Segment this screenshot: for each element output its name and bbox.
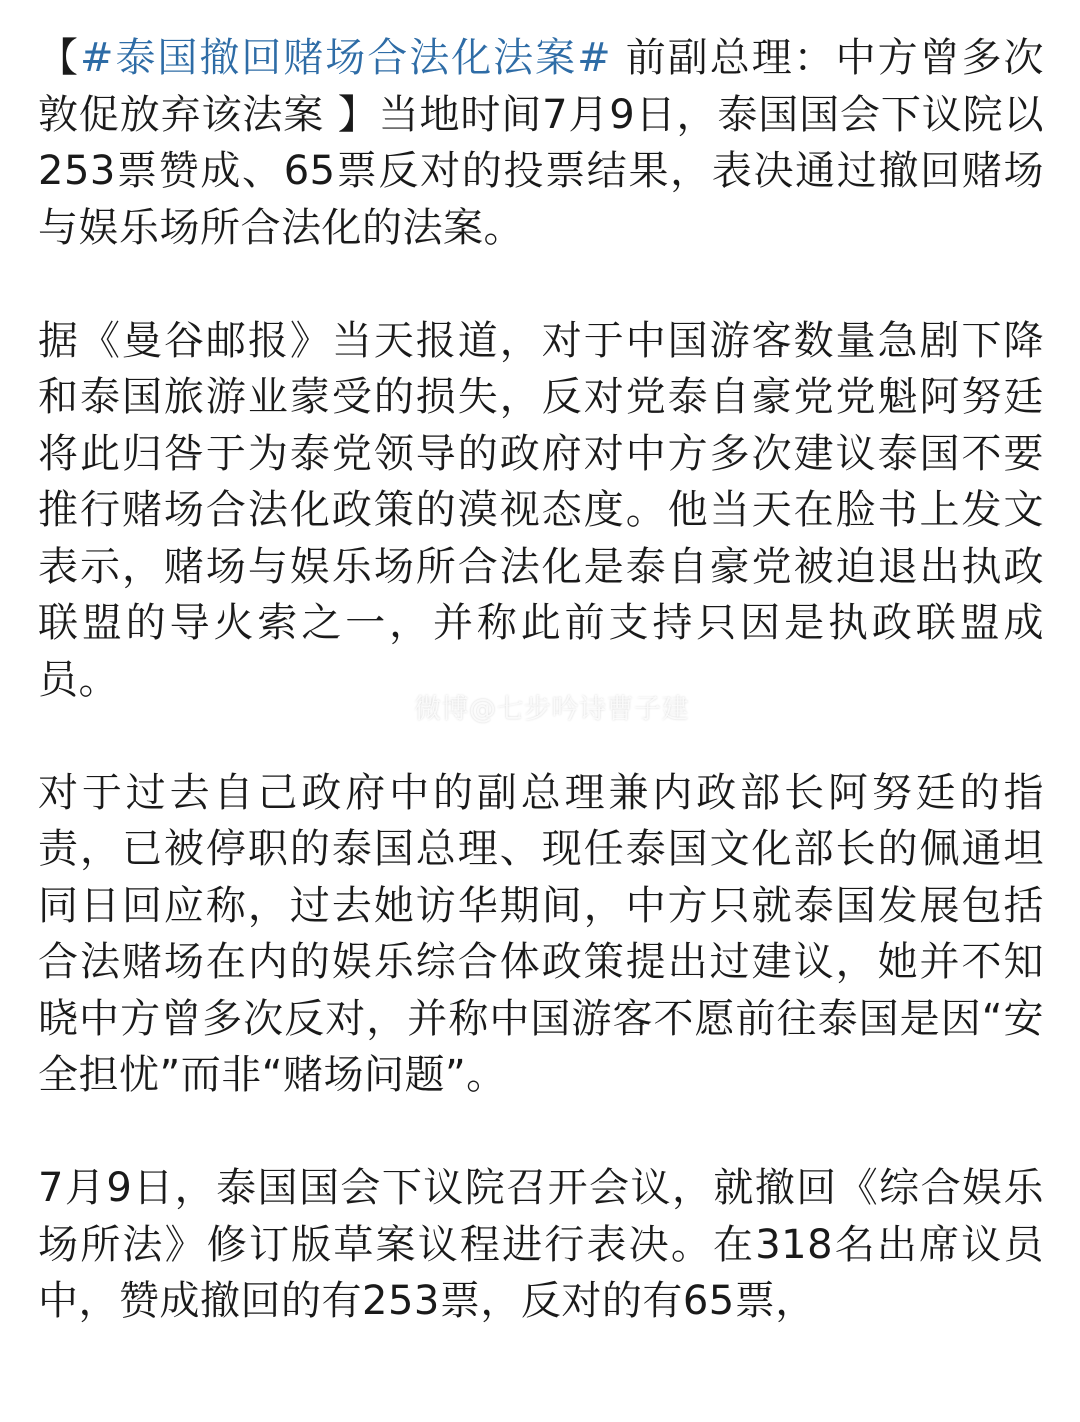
weibo-watermark: 微博@七步吟诗曹子建 [414,694,689,725]
post-paragraph-3: 7月9日，泰国国会下议院召开会议，就撤回《综合娱乐场所法》修订版草案议程进行表决。在318名出席议员中，赞成撤回的有253票，反对的有65票， [38,1165,1044,1324]
post-paragraph-2: 对于过去自己政府中的副总理兼内政部长阿努廷的指责，已被停职的泰国总理、现任泰国文化部长的佩通坦同日回应称，过去她访华期间，中方只就泰国发展包括合法赌场在内的娱乐综合体政策提出过建议，她并不知晓中方曾多次反对，并称中国游客不愿前往泰国是因“安全担忧”而非“赌场问题”。 [38,769,1044,1098]
post-body [38,30,1044,1386]
post-lead-text: 当地时间7月9日，泰国国会下议院以253票赞成、65票反对的投票结果，表决通过撤回赌场与娱乐场所合法化的法案。 [38,91,1044,251]
close-bracket: 】 [337,91,379,138]
post-paragraph-1: 据《曼谷邮报》当天报道，对于中国游客数量急剧下降和泰国旅游业蒙受的损失，反对党泰自豪党党魁阿努廷将此归咎于为泰党领导的政府对中方多次建议泰国不要推行赌场合法化政策的漠视态度。他当天在脸书上发文表示，赌场与娱乐场所合法化是泰自豪党被迫退出执政联盟的导火索之一，并称此前支持只因是执政联盟成员。 [38,317,1044,703]
post-intro-paragraph [38,30,1044,256]
post-headline: 前副总理：中方曾多次敦促放弃该法案 [38,35,1044,138]
topic-hashtag-link[interactable]: #泰国撤回赌场合法化法案# [79,35,612,81]
open-bracket: 【 [38,35,80,81]
